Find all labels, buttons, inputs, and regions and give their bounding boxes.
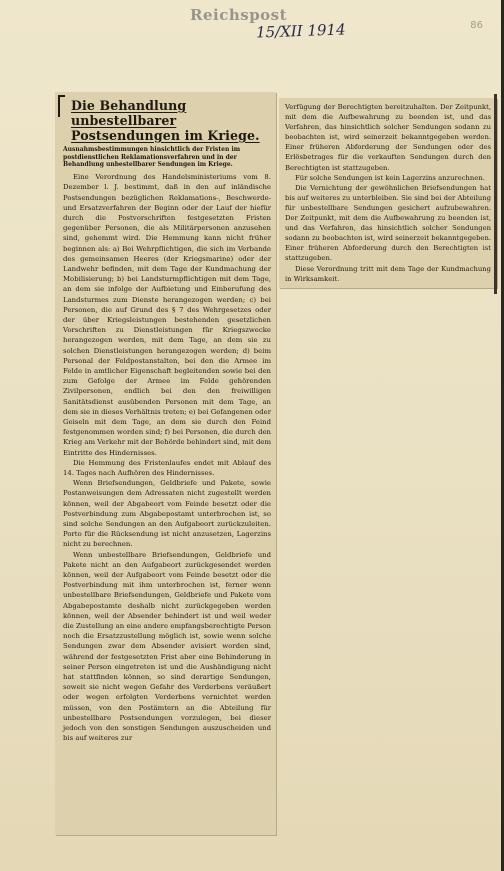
title-ornament-icon (58, 95, 65, 117)
article-paragraph: Die Vernichtung der gewöhnlichen Briefsendungen hat bis auf weiteres zu unterbleiben. Sie sind bei der Abteilung für unbestellbare Sendungen gesichert aufzubewahren. Der Zeitpunkt, mit dem die Aufbewahrung zu beenden ist, und das Verfahren, das hinsichtlich solcher Sendungen sodann zu beobachten ist, wird seinerzeit bekanntgegeben. Einer früheren Abforderung durch den Berechtigten ist stattzugeben. (285, 183, 491, 263)
newspaper-stamp: Reichspost (190, 6, 288, 24)
newspaper-clipping-right (279, 98, 497, 288)
article-paragraph: Diese Verordnung tritt mit dem Tage der Kundmachung in Wirksamkeit. (285, 264, 491, 283)
article-paragraph: Wenn Briefsendungen, Geldbriefe und Pakete, sowie Postanweisungen dem Adressaten nicht zugestellt werden können, weil der Abgabeort vom Feinde besetzt oder die Postverbindung zum Abgabepostamt unterbrochen ist, so sind solche Sendungen an den Aufgabeort zurückzuleiten. Porto für die Rücksendung ist nicht anzusetzen, Lagerzins nicht zu berechnen. (63, 479, 271, 549)
article-paragraph: Verfügung der Berechtigten bereitzuhalten. Der Zeitpunkt, mit dem die Aufbewahrung zu beenden ist, und das Verfahren, das hinsichtlich solcher Sendungen sodann zu beobachten ist, wird seinerzeit bekanntgegeben werden. Einer früheren Abforderung der Sendungen oder des Erlösbetrages für die verkauften Sendungen durch den Berechtigten ist stattzugeben. (285, 103, 491, 172)
page-number: 86 (470, 20, 483, 31)
clipping-edge-rule (494, 94, 497, 294)
article-paragraph: Eine Verordnung des Handelsministeriums vom 8. Dezember l. J. bestimmt, daß in den auf inländische Postsendungen bezüglichen Reklamations-, Beschwerde- und Ersatzverfahren der Beginn oder der Lauf der hiefür durch die Postvorschriften festgesetzten Fristen gegenüber Personen, die als Militärpersonen anzusehen sind, gehemmt wird. Die Hemmung kann nicht früher beginnen als: a) Bei Wehrpflichtigen, die sich im Verbande des gemeinsamen Heeres (der Kriegsmarine) oder der Landwehr befinden, mit dem Tage der Kundmachung der Mobilisierung; b) bei Landsturmpflichtigen mit dem Tage, an dem sie infolge der Aufbietung und Einberufung des Landsturmes zum Dienste herangezogen werden; c) bei Personen, die auf Grund des § 7 des Wehrgesetzes oder der über Kriegsleistungen bestehenden gesetzlichen Vorschriften zu Dienstleistungen für Kriegszwecke herangezogen werden, mit dem Tage, an dem sie zu solchen Dienstleistungen herangezogen werden; d) beim Personal der Feldpostanstalten, bei den die Armee im Felde in amtlicher Eigenschaft begleitenden sowie bei den zum Gefolge der Armee im Felde gehörenden Zivilpersonen, endlich bei den den freiwilligen Sanitätsdienst ausübenden Personen mit dem Tage, an dem sie in dieses Verhältnis treten; e) bei Gefangenen oder Geiseln mit dem Tage, an dem sie durch den Feind festgenommen worden sind; f) bei Personen, die durch den Krieg am Verkehr mit der Behörde behindert sind, mit dem Eintritte des Hindernisses. (63, 173, 271, 457)
article-subtitle: Ausnahmsbestimmungen hinsichtlich der Fristen im postdienstlichen Reklamationsverfahren und in der Behandlung unbestellbarer Sendungen im Kriege. (63, 146, 241, 169)
article-title (71, 98, 271, 143)
article-title-line2: Postsendungen im Kriege. (71, 128, 260, 143)
article-paragraph: Für solche Sendungen ist kein Lagerzins anzurechnen. (295, 173, 485, 182)
article-title-line1: Die Behandlung unbestellbarer (71, 98, 187, 128)
newspaper-clipping-left (55, 92, 276, 835)
handwritten-date: 15/XII 1914 (255, 20, 346, 42)
article-paragraph: Wenn unbestellbare Briefsendungen, Geldbriefe und Pakete nicht an den Aufgabeort zurückgesendet werden können, weil der Aufgabeort vom Feinde besetzt oder die Postverbindung mit ihm unterbrochen ist, ferner wenn unbestellbare Briefsendungen, Geldbriefe und Pakete vom Abgabepostamte deshalb nicht zurückgegeben werden können, weil der Absender behindert ist und weil weder die Zustellung an eine andere empfangsberechtigte Person noch die Ersatzzustellung möglich ist, sowie wenn solche Sendungen zwar dem Absender avisiert worden sind, während der festgesetzten Frist aber eine Behinderung in seiner Person eingetreten ist und die Aushändigung nicht hat stattfinden können, so sind derartige Sendungen, soweit sie nicht wegen Gefahr des Verderbens veräußert oder wegen erfolgten Verderbens vernichtet werden müssen, von den Postämtern an die Abteilung für unbestellbare Postsendungen vorzulegen, bei dieser jedoch von den sonstigen Sendungen auszuscheiden und bis auf weiteres zur (63, 550, 271, 743)
article-paragraph: Die Hemmung des Fristenlaufes endet mit Ablauf des 14. Tages nach Aufhören des Hindernisses. (63, 458, 271, 477)
